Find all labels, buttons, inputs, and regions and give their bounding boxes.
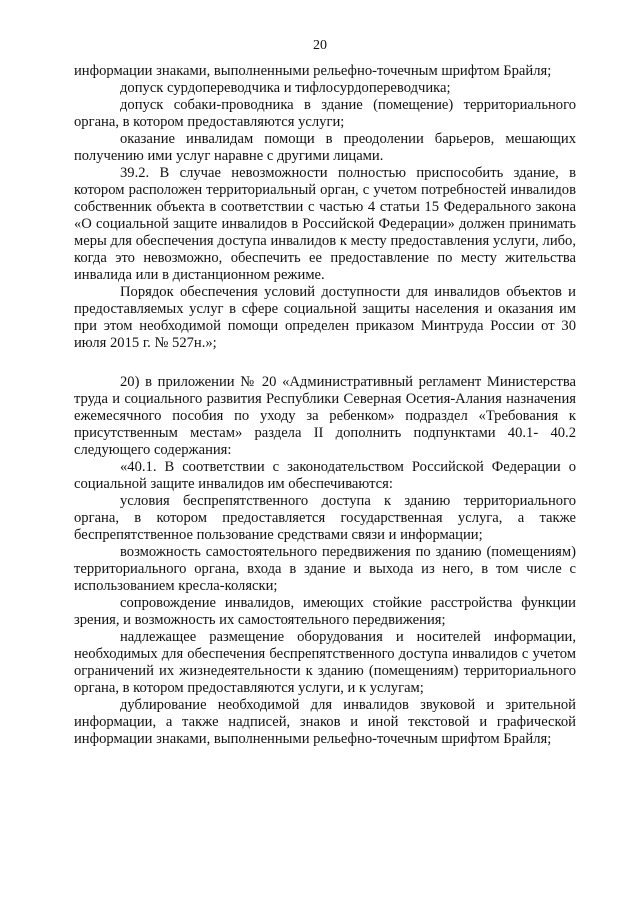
- paragraph-barrier-assistance: оказание инвалидам помощи в преодолении барьеров, мешающих получению ими услуг наравне с другими лицами.: [74, 131, 576, 164]
- section-gap: [74, 352, 576, 374]
- paragraph-40-1: «40.1. В соответствии с законодательством Российской Федерации о социальной защите инвалидов им обеспечиваются:: [74, 459, 576, 492]
- paragraph-duplication-braille: дублирование необходимой для инвалидов звуковой и зрительной информации, а также надписей, знаков и иной текстовой и графической информации знаками, выполненными рельефно-точечным шрифтом Брайля;: [74, 697, 576, 747]
- page-number: 20: [313, 38, 327, 53]
- paragraph-movement: возможность самостоятельного передвижения по зданию (помещениям) территориального органа, входа в здание и выхода из него, в том числе с использованием кресла-коляски;: [74, 544, 576, 594]
- paragraph-equipment-placement: надлежащее размещение оборудования и носителей информации, необходимых для обеспечения беспрепятственного доступа инвалидов с учетом ограничений их жизнедеятельности к зданию (помещениям) территориального органа, в котором предоставляются услуги, и к услугам;: [74, 629, 576, 696]
- paragraph-braille-continuation: информации знаками, выполненными рельефно-точечным шрифтом Брайля;: [74, 63, 552, 79]
- paragraph-39-2: 39.2. В случае невозможности полностью приспособить здание, в котором расположен территориальный орган, с учетом потребностей инвалидов собственник объекта в соответствии с частью 4 статьи 15 Федерального закона «О социальной защите инвалидов в Российской Федерации» должен принимать меры для обеспечения доступа инвалидов к месту предоставления услуги, либо, когда это невозможно, обеспечить ее предоставление по месту жительства инвалида или в дистанционном режиме.: [74, 165, 576, 283]
- paragraph-sign-interpreter: допуск сурдопереводчика и тифлосурдопереводчика;: [120, 80, 451, 96]
- document-body: [74, 63, 576, 748]
- paragraph-guide-dog: допуск собаки-проводника в здание (помещение) территориального органа, в котором предоставляются услуги;: [74, 97, 576, 130]
- paragraph-access-conditions: условия беспрепятственного доступа к зданию территориального органа, в котором предоставляется государственная услуга, а также беспрепятственное пользование средствами связи и информации;: [74, 493, 576, 543]
- paragraph-accessibility-order: Порядок обеспечения условий доступности для инвалидов объектов и предоставляемых услуг в сфере социальной защиты населения и оказания им при этом необходимой помощи определен приказом Минтруда России от 30 июля 2015 г. № 527н.»;: [74, 284, 576, 351]
- paragraph-vision-escort: сопровождение инвалидов, имеющих стойкие расстройства функции зрения, и возможность их самостоятельного передвижения;: [74, 595, 576, 628]
- paragraph-item-20: 20) в приложении № 20 «Административный регламент Министерства труда и социального развития Республики Северная Осетия-Алания назначения ежемесячного пособия по уходу за ребенком» подраздел «Требования к присутственным местам» раздела II дополнить подпунктами 40.1- 40.2 следующего содержания:: [74, 374, 576, 458]
